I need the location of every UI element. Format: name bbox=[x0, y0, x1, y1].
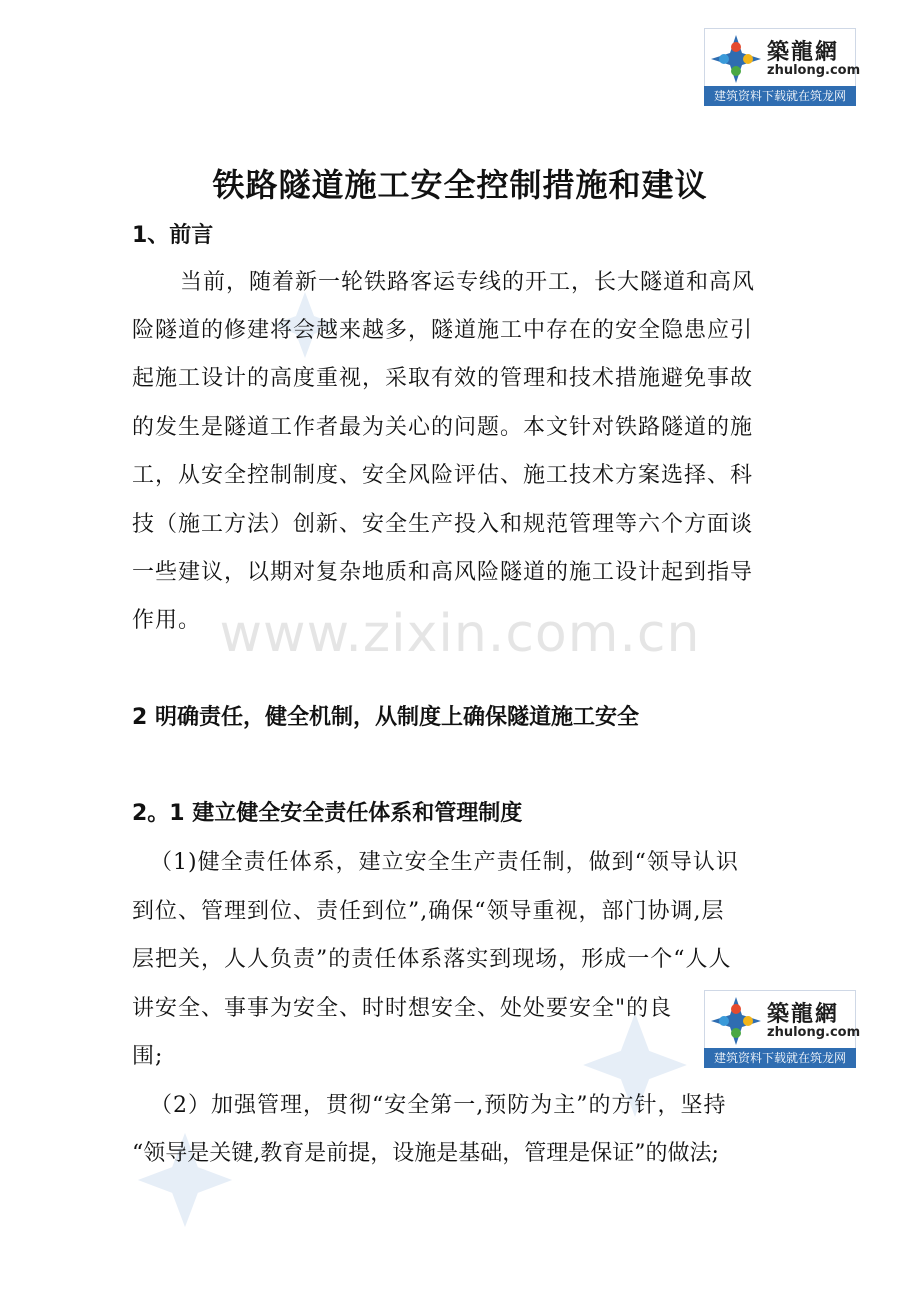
paragraph-line: 层把关，人人负责”的责任体系落实到现场，形成一个“人人 bbox=[132, 947, 732, 972]
paragraph-line: 到位、管理到位、责任到位”,确保“领导重视，部门协调,层 bbox=[132, 899, 725, 924]
zhulong-logo-icon bbox=[709, 33, 763, 85]
zhulong-logo-icon bbox=[709, 995, 763, 1047]
paragraph-line: 工，从安全控制制度、安全风险评估、施工技术方案选择、科 bbox=[132, 463, 754, 488]
logo-domain: zhulong.com bbox=[767, 1025, 861, 1040]
logo-tagline: 建筑资料下载就在筑龙网 bbox=[704, 1048, 856, 1068]
paragraph-line: 险隧道的修建将会越来越多，隧道施工中存在的安全隐患应引 bbox=[132, 318, 754, 343]
paragraph-line: 的发生是隧道工作者最为关心的问题。本文针对铁路隧道的施 bbox=[132, 415, 754, 440]
paragraph-line: 技（施工方法）创新、安全生产投入和规范管理等六个方面谈 bbox=[132, 512, 754, 537]
logo-panel bbox=[704, 990, 861, 1050]
subsection-heading: 2。1 建立健全安全责任体系和管理制度 bbox=[132, 801, 523, 826]
paragraph-line: 一些建议，以期对复杂地质和高风险隧道的施工设计起到指导 bbox=[132, 560, 754, 585]
logo-name-cn: 築龍網 bbox=[767, 39, 840, 65]
paragraph-line: 围; bbox=[132, 1044, 164, 1069]
paragraph-line: 当前，随着新一轮铁路客运专线的开工，长大隧道和高风 bbox=[180, 270, 756, 295]
logo-panel bbox=[704, 28, 861, 88]
logo-name-cn: 築龍網 bbox=[767, 1001, 840, 1027]
section-heading: 1、前言 bbox=[132, 223, 214, 248]
logo-domain: zhulong.com bbox=[767, 63, 861, 78]
paragraph-line: （1)健全责任体系，建立安全生产责任制，做到“领导认识 bbox=[150, 850, 739, 875]
zhulong-logo-top bbox=[704, 28, 861, 106]
paragraph-line: （2）加强管理，贯彻“安全第一,预防为主”的方针，坚持 bbox=[150, 1093, 727, 1118]
site-watermark: www.zixin.com.cn bbox=[219, 604, 701, 664]
paragraph-line: 讲安全、事事为安全、时时想安全、处处要安全"的良 bbox=[132, 996, 673, 1021]
paragraph-line: 起施工设计的高度重视，采取有效的管理和技术措施避免事故 bbox=[132, 366, 754, 391]
logo-tagline: 建筑资料下载就在筑龙网 bbox=[704, 86, 856, 106]
paragraph-line: “领导是关键,教育是前提，设施是基础，管理是保证”的做法; bbox=[132, 1141, 719, 1166]
paragraph-line: 作用。 bbox=[132, 608, 202, 633]
zhulong-logo-mid bbox=[704, 990, 861, 1068]
section-heading: 2 明确责任，健全机制，从制度上确保隧道施工安全 bbox=[132, 705, 639, 730]
document-title: 铁路隧道施工安全控制措施和建议 bbox=[212, 166, 708, 204]
